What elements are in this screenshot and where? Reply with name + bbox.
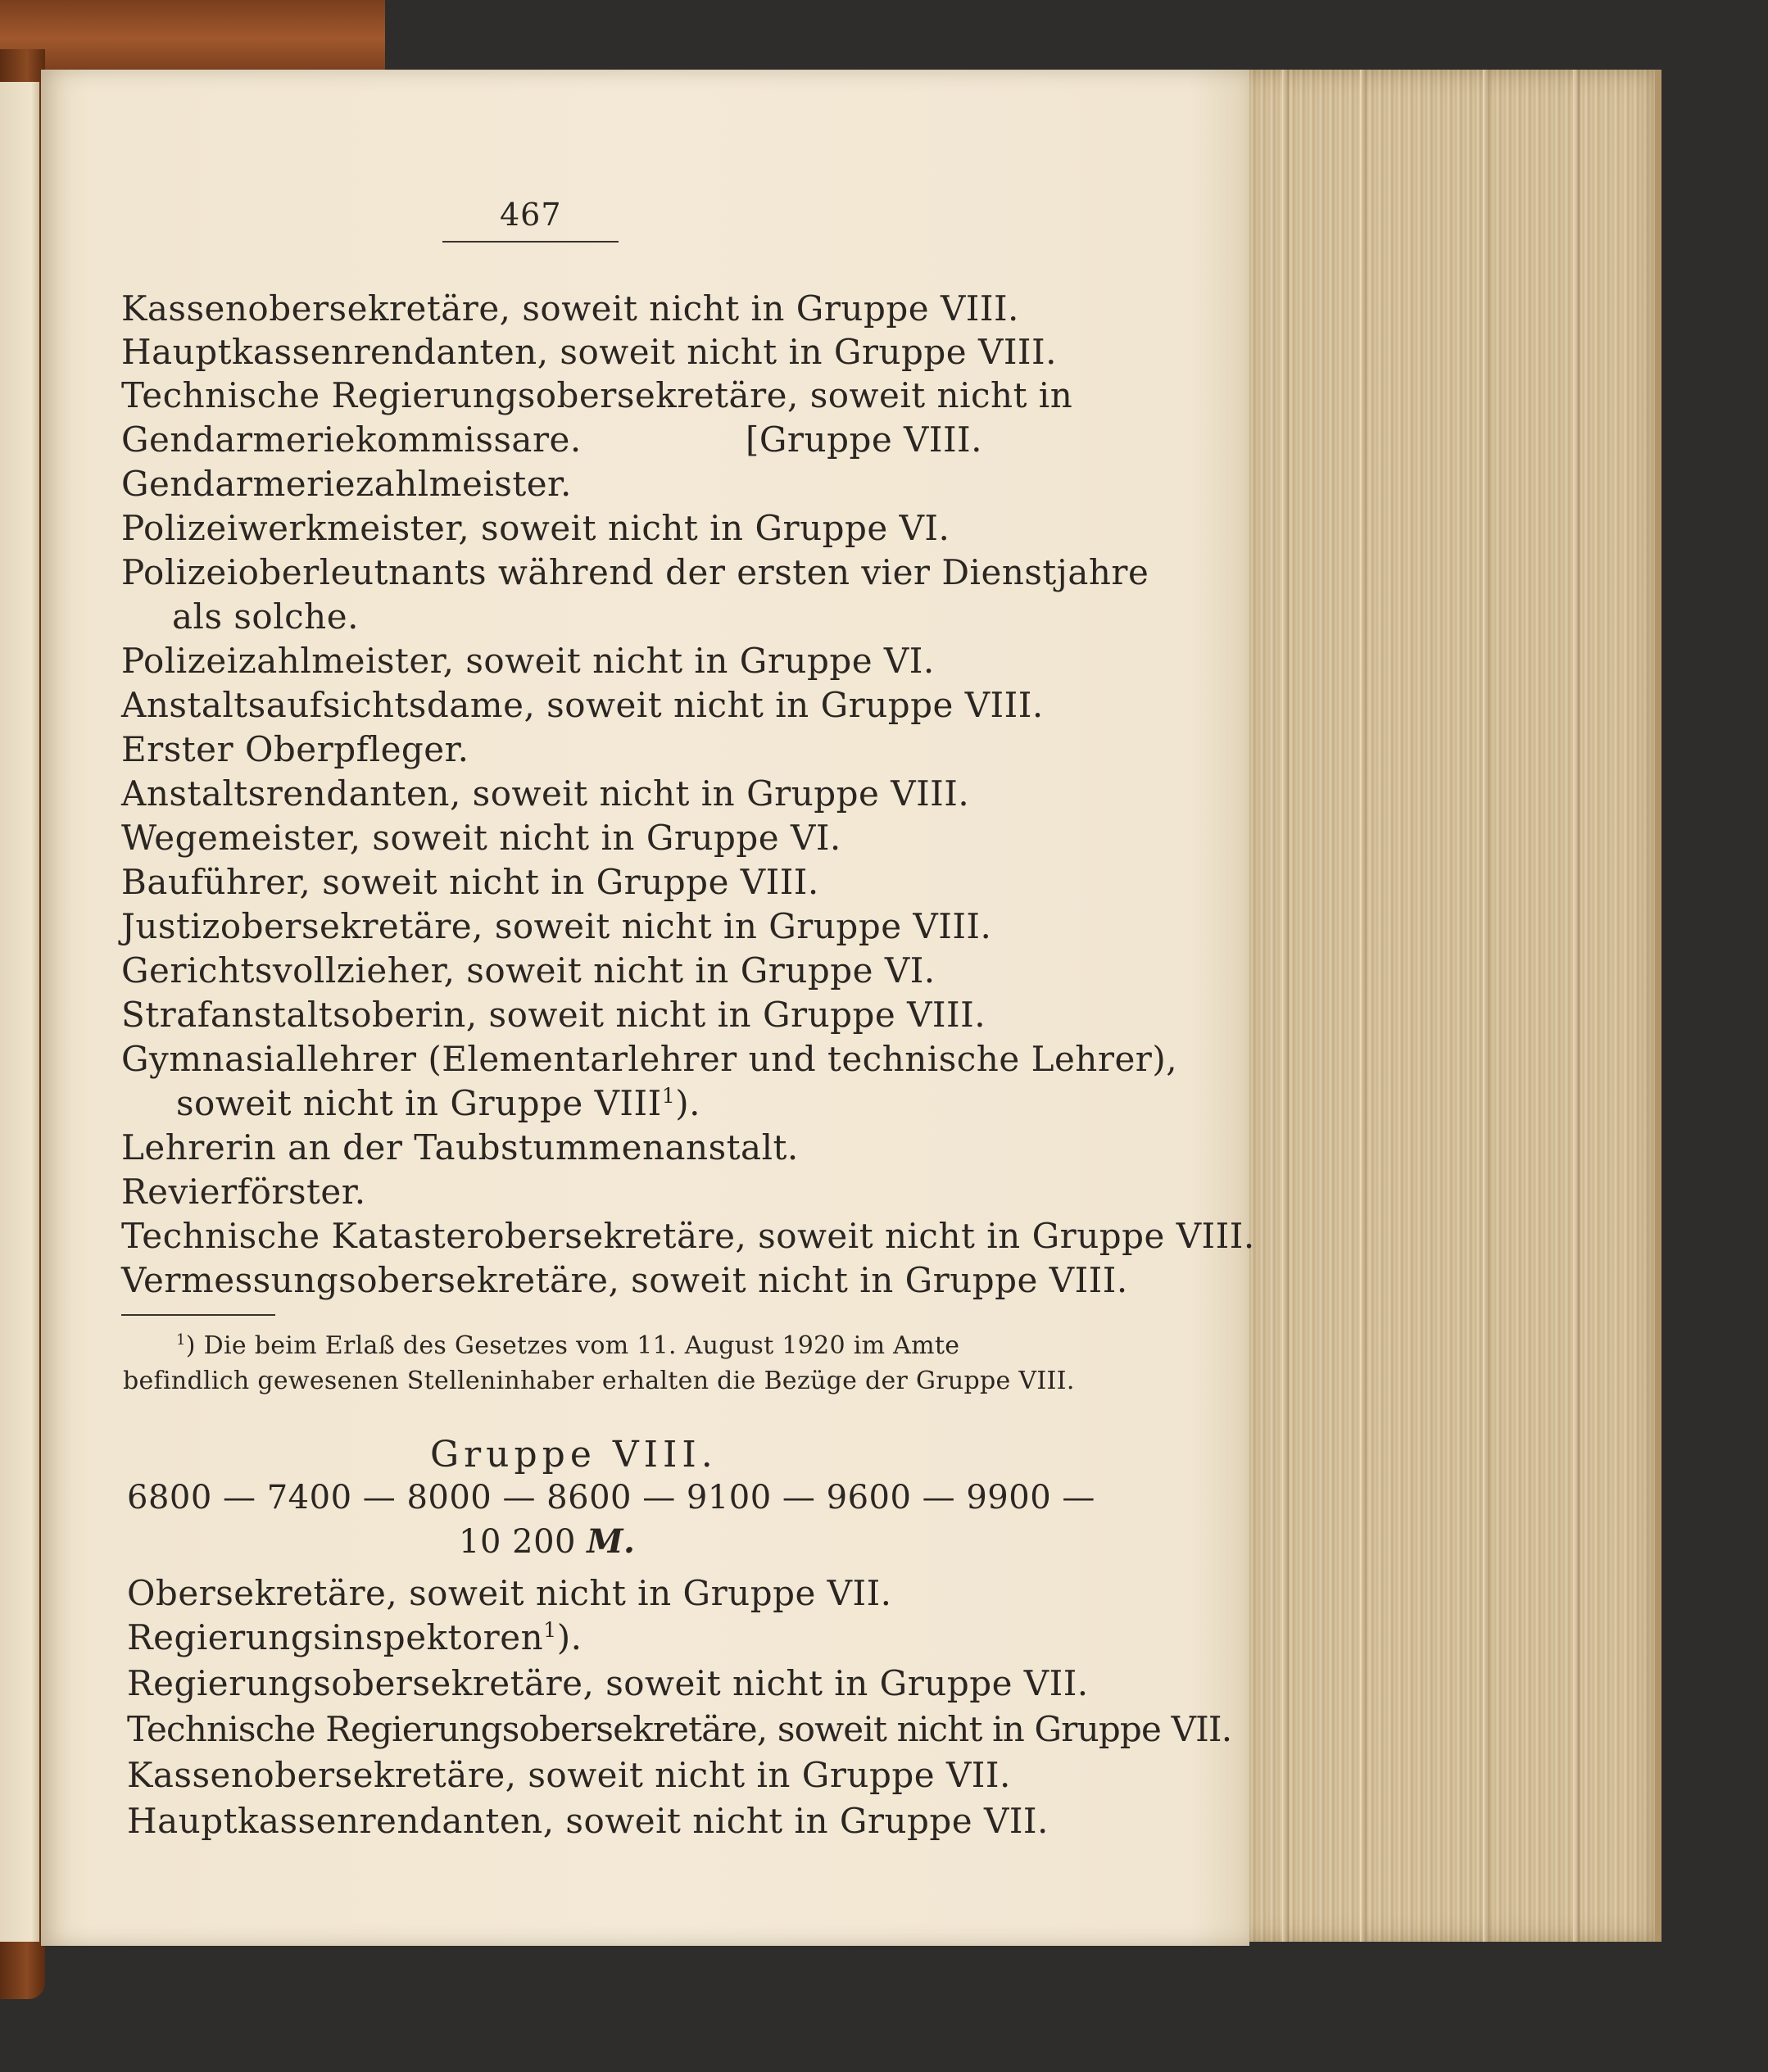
salary-final: 10 200 (459, 1523, 576, 1561)
page-edge-fold (1360, 70, 1367, 1942)
entry-line: Technische Regierungsobersekretäre, soweit nicht in (121, 375, 1073, 415)
entry-line: Gendarmeriekommissare. (121, 419, 582, 460)
entry-line: Justizobersekretäre, soweit nicht in Gruppe VIII. (121, 906, 992, 946)
entry-line: als solche. (172, 596, 359, 637)
entry-line: Bauführer, soweit nicht in Gruppe VIII. (121, 862, 819, 902)
entry-text: Regierungsinspektoren (127, 1617, 544, 1657)
entry-line: Hauptkassenrendanten, soweit nicht in Gruppe VII. (127, 1801, 1049, 1841)
salary-scale-line: 6800 — 7400 — 8000 — 8600 — 9100 — 9600 — 9900 — (127, 1479, 1095, 1517)
entry-text: soweit nicht in Gruppe VIII (176, 1083, 662, 1123)
entry-line: Wegemeister, soweit nicht in Gruppe VI. (121, 818, 841, 858)
entry-line: Vermessungsobersekretäre, soweit nicht in Gruppe VIII. (121, 1260, 1128, 1300)
entry-line: Technische Katasterobersekretäre, soweit nicht in Gruppe VIII. (121, 1216, 1255, 1256)
entry-text-close: ). (556, 1617, 583, 1657)
page-edge-fold (1483, 70, 1489, 1942)
footnote-ref: 1 (661, 1084, 676, 1108)
entry-text-close: ). (675, 1083, 700, 1123)
entry-line: Anstaltsaufsichtsdame, soweit nicht in Gruppe VIII. (121, 685, 1044, 725)
entry-line: Erster Oberpfleger. (121, 729, 469, 769)
footnote-line: befindlich gewesenen Stelleninhaber erhalten die Bezüge der Gruppe VIII. (123, 1367, 1075, 1395)
entry-line: Hauptkassenrendanten, soweit nicht in Gruppe VIII. (121, 332, 1057, 372)
entry-line: Gerichtsvollzieher, soweit nicht in Gruppe VI. (121, 950, 936, 991)
entry-line: Technische Regierungsobersekretäre, soweit nicht in Gruppe VII. (127, 1709, 1232, 1749)
entry-line-with-footnote (176, 1083, 700, 1123)
footnote-line (176, 1331, 959, 1360)
footnote-text: ) Die beim Erlaß des Gesetzes vom 11. August 1920 im Amte (185, 1331, 960, 1360)
page-edge-fold (1573, 70, 1580, 1942)
page-block-edges (1237, 70, 1661, 1942)
entry-line: Polizeioberleutnants während der ersten vier Dienstjahre (121, 552, 1149, 592)
salary-scale-line (459, 1522, 635, 1561)
page-number-rule (442, 241, 619, 243)
continuation-note: [Gruppe VIII. (746, 419, 982, 460)
footnote-rule (121, 1314, 275, 1316)
page-edge-fold (1282, 70, 1289, 1942)
entry-line: Polizeiwerkmeister, soweit nicht in Gruppe VI. (121, 508, 950, 548)
entry-line: Revierförster. (121, 1172, 366, 1212)
entry-line: Lehrerin an der Taubstummenanstalt. (121, 1127, 799, 1167)
previous-page-edge (0, 82, 39, 1942)
entry-line: Obersekretäre, soweit nicht in Gruppe VII. (127, 1573, 892, 1613)
entry-line: Kassenobersekretäre, soweit nicht in Gruppe VII. (127, 1755, 1011, 1795)
currency-mark: M. (587, 1522, 636, 1561)
footnote-marker: 1 (176, 1331, 186, 1349)
entry-line: Strafanstaltsoberin, soweit nicht in Gruppe VIII. (121, 995, 986, 1035)
page-number: 467 (500, 197, 562, 233)
entry-line: Kassenobersekretäre, soweit nicht in Gruppe VIII. (121, 288, 1019, 329)
group-heading: Gruppe VIII. (430, 1434, 718, 1476)
entry-line: Polizeizahlmeister, soweit nicht in Gruppe VI. (121, 641, 935, 681)
entry-line: Anstaltsrendanten, soweit nicht in Gruppe VIII. (121, 773, 970, 814)
footnote-ref: 1 (543, 1618, 557, 1642)
entry-line: Regierungsobersekretäre, soweit nicht in Gruppe VII. (127, 1663, 1089, 1703)
entry-line: Gymnasiallehrer (Elementarlehrer und technische Lehrer), (121, 1039, 1178, 1079)
entry-line: Gendarmeriezahlmeister. (121, 464, 572, 504)
entry-line-with-footnote (127, 1617, 582, 1657)
